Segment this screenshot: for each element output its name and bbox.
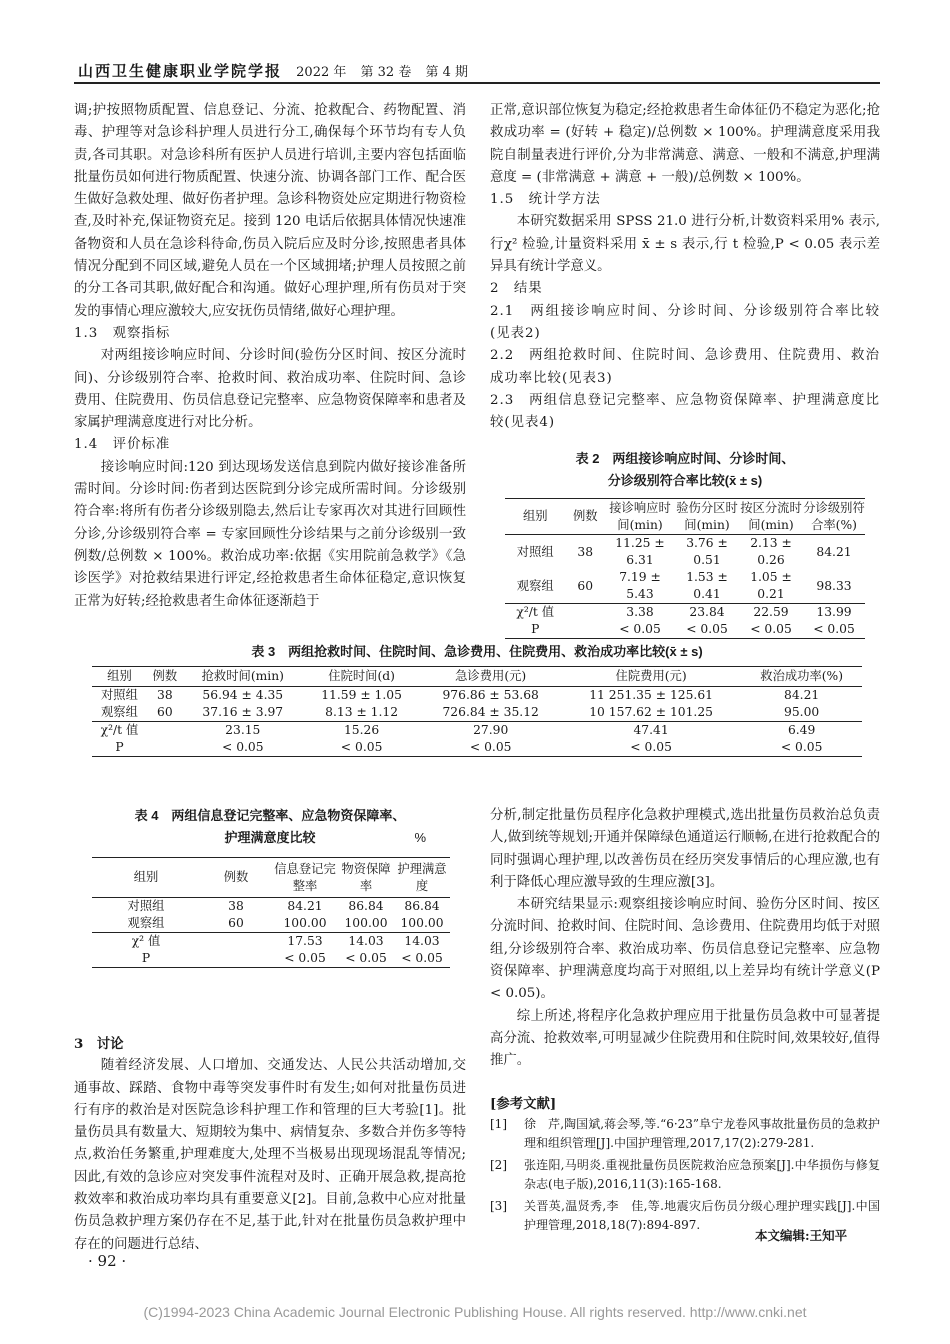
table-header: 救治成功率(%) <box>760 669 844 683</box>
journal-volume: 第 32 卷 <box>360 65 412 80</box>
section-heading: 3 讨论 <box>74 1036 124 1052</box>
table-row <box>92 687 862 705</box>
paragraph: 本研究数据采用 SPSS 21.0 进行分析,计数资料采用% 表示,行χ² 检验,计量资料采用 x̄ ± s 表示,行 t 检验,P < 0.05 表示差异具有统计学意义。 <box>490 214 880 275</box>
table-header: 护理满意度 <box>397 861 447 893</box>
table-cell <box>200 933 272 951</box>
table-cell: 17.53 <box>287 934 323 948</box>
copyright-footer: (C)1994-2023 China Academic Journal Electronic Publishing House. All rights reserved. http://www.cnki.net <box>143 1304 807 1320</box>
table-header: 接诊响应时间(min) <box>609 500 671 532</box>
paragraph: 综上所述,将程序化急救护理应用于批量伤员急救中可显著提高分流、抢救效率,可明显减少住院费用和住院时间,效果较好,值得推广。 <box>490 1008 880 1069</box>
table-row <box>505 535 865 570</box>
paragraph: 对两组接诊响应时间、分诊时间(验伤分区时间、按区分流时间)、分诊级别符合率、抢救时间、救治成功率、住院时间、急诊费用、住院费用、伤员信息登记完整率、应急物资保障率和患者及家属护理满意度进行对比分析。 <box>74 348 466 431</box>
table-cell: < 0.05 <box>469 740 512 754</box>
table-cell: 3.38 <box>626 605 654 619</box>
table-cell: 10 157.62 ± 101.25 <box>589 705 713 719</box>
table-cell: 38 <box>157 688 173 702</box>
table-cell: < 0.05 <box>345 951 387 965</box>
paragraph: 接诊响应时间:120 到达现场发送信息到院内做好接诊准备所需时间。分诊时间:伤者到达医院到分诊完成所需时间。分诊级别符合率:将所有伤者分诊级别隐去,然后让专家再次对其进行回顾性分诊,分诊级别符合率 = 专家回顾性分诊结果与之前分诊级别一致例数/总例数 × 100%。救治成功率:依据《实用院前急救学》《急诊医学》对抢救结果进行评定,经抢救患者生命体征稳定,意识恢复正常为好转;经抢救患者生命体征逐渐趋于 <box>74 459 466 609</box>
table-cell: 84.21 <box>816 544 852 559</box>
table-cell: 38 <box>228 899 244 913</box>
table-header: 验伤分区时间(min) <box>676 500 738 532</box>
table-cell <box>147 739 183 757</box>
table-cell: 对照组 <box>516 544 554 559</box>
table-cell: 84.21 <box>784 688 820 702</box>
table-cell: 3.76 ± 0.51 <box>686 536 728 567</box>
table3-caption: 表 3 两组抢救时间、住院时间、急诊费用、住院费用、救治成功率比较(x̄ ± s) <box>251 644 703 659</box>
table-header: 住院费用(元) <box>615 669 687 683</box>
table-cell: < 0.05 <box>630 740 672 754</box>
section-heading: 1.5 统计学方法 <box>490 192 601 208</box>
table-cell: < 0.05 <box>750 622 792 636</box>
right-column-top <box>490 100 880 434</box>
table-cell: < 0.05 <box>813 622 855 636</box>
table2-caption-line2: 分诊级别符合率比较(x̄ ± s) <box>607 473 763 488</box>
table-header: 组别 <box>107 669 132 683</box>
table-row <box>92 722 862 740</box>
table-header: 例数 <box>572 509 598 523</box>
header-rule <box>74 82 880 84</box>
table-cell: 47.41 <box>633 723 669 737</box>
paragraph: 分析,制定批量伤员程序化急救护理模式,选出批量伤员救治总负责人,做到统等规划;开通并保障绿色通道运行顺畅,在进行抢救配合的同时强调心理护理,以改善伤员在经历突发事情后的心理应激,也有利于降低心理应激导致的生理应激[3]。 <box>490 808 880 890</box>
table-cell: 23.84 <box>689 605 725 619</box>
table-header: 组别 <box>522 509 548 523</box>
table-cell: 11.59 ± 1.05 <box>321 688 402 702</box>
reference-number: [2] <box>490 1157 507 1172</box>
table2 <box>505 498 865 639</box>
table-cell: 1.05 ± 0.21 <box>750 570 792 601</box>
reference-list <box>490 1115 880 1236</box>
table-cell: < 0.05 <box>221 740 264 754</box>
right-column-bottom <box>490 805 880 1238</box>
editor-note: 本文编辑:王知平 <box>755 1228 848 1243</box>
table-cell: 60 <box>577 578 594 593</box>
table-row <box>92 898 450 916</box>
paragraph: 随着经济发展、人口增加、交通发达、人民公共活动增加,交通事故、踩踏、食物中毒等突发事件时有发生;如何对批量伤员进行有序的救治是对医院急诊科护理工作和管理的巨大考验[1]。批量伤员具有数量大、短期较为集中、病情复杂、多数合并伤多等特点,救治任务繁重,护理难度大,处理不当极易出现现场混乱等情况;因此,有效的急诊应对突发事件流程对及时、正确开展急救,提高抢救效率和救治成功率均具有重要意义[2]。目前,急救中心应对批量伤员急救护理方案仍存在不足,基于此,针对在批量伤员急救护理中存在的问题进行总结、 <box>74 1058 466 1252</box>
table-cell: 14.03 <box>404 934 440 948</box>
table-cell: 60 <box>157 705 173 719</box>
table-cell: P <box>115 740 124 754</box>
table-cell: 100.00 <box>344 916 388 930</box>
paragraph: 本研究结果显示:观察组接诊响应时间、验伤分区时间、按区分流时间、抢救时间、住院时间、急诊费用、住院费用均低于对照组,分诊级别符合率、救治成功率、伤员信息登记完整率、应急物资保障率、护理满意度均高于对照组,以上差异均有统计学意义(P < 0.05)。 <box>490 897 880 1002</box>
section-heading: 1.3 观察指标 <box>74 325 171 341</box>
table-cell: 1.53 ± 0.41 <box>686 570 728 601</box>
table-header: 信息登记完整率 <box>274 861 336 893</box>
table3 <box>92 666 862 757</box>
table4-caption-line2: 护理满意度比较 <box>224 830 316 845</box>
table-cell: 观察组 <box>101 705 138 719</box>
table-header: 抢救时间(min) <box>201 669 284 683</box>
table-header: 分诊级别符合率(%) <box>803 500 865 532</box>
table-cell: < 0.05 <box>619 622 661 636</box>
table-header: 例数 <box>152 669 178 683</box>
table-cell <box>565 621 605 639</box>
table-cell: 对照组 <box>127 899 165 913</box>
reference-item <box>490 1156 880 1195</box>
table-cell: 11 251.35 ± 125.61 <box>589 688 713 702</box>
table-cell: 13.99 <box>816 605 852 619</box>
table-row <box>92 739 862 757</box>
table-cell: 98.33 <box>816 578 852 593</box>
table-cell <box>200 950 272 968</box>
reference-text: 张连阳,马明炎.重视批量伤员医院救治应急预案[J].中华损伤与修复杂志(电子版),2016,11(3):165-168. <box>524 1157 880 1192</box>
reference-number: [3] <box>490 1198 507 1213</box>
table-cell: 23.15 <box>225 723 261 737</box>
table-cell: 37.16 ± 3.97 <box>202 705 284 719</box>
table-cell <box>565 604 605 622</box>
table-cell: 27.90 <box>473 723 509 737</box>
table-cell: χ²/t 值 <box>516 605 555 619</box>
table4-caption <box>74 805 466 849</box>
table-cell: 84.21 <box>287 899 323 913</box>
table-cell: P <box>141 951 151 965</box>
table-cell: 86.84 <box>404 899 440 913</box>
reference-text: 徐 芹,陶国斌,蒋会琴,等.“6·23”阜宁龙卷风事故批量伤员的急救护理和组织管理[J].中国护理管理,2017,17(2):279-281. <box>524 1116 880 1151</box>
table-cell: 976.86 ± 53.68 <box>442 688 539 702</box>
running-header <box>78 60 878 81</box>
reference-text: 关晋英,温贤秀,李 佳,等.地震灾后伤员分级心理护理实践[J].中国护理管理,2018,18(7):894-897. <box>524 1198 880 1233</box>
table-header: 例数 <box>223 870 249 884</box>
page-number: · 92 · <box>88 1252 127 1270</box>
journal-name: 山西卫生健康职业学院学报 <box>78 62 283 80</box>
table-cell: 观察组 <box>516 578 554 593</box>
table-cell: 86.84 <box>348 899 384 913</box>
left-column-top <box>74 100 466 613</box>
section-heading: 2.1 两组接诊响应时间、分诊时间、分诊级别符合率比较(见表2) <box>490 303 880 341</box>
table-row <box>505 569 865 604</box>
table-header: 急诊费用(元) <box>455 669 527 683</box>
table-header: 按区分流时间(min) <box>740 500 802 532</box>
table-cell: χ² 值 <box>131 934 161 948</box>
table-cell: 6.49 <box>787 723 816 737</box>
table-cell: 14.03 <box>348 934 384 948</box>
table-cell: < 0.05 <box>780 740 823 754</box>
reference-item <box>490 1115 880 1154</box>
table-row <box>92 933 450 951</box>
table4-unit: % <box>414 830 426 845</box>
table-cell: 22.59 <box>753 605 789 619</box>
table-cell: < 0.05 <box>284 951 326 965</box>
table4 <box>92 857 450 968</box>
table-cell: P <box>531 622 540 636</box>
table-row <box>92 915 450 933</box>
paragraph: 调;护按照物质配置、信息登记、分流、抢救配合、药物配置、消毒、护理等对急诊科护理人员进行分工,确保每个环节均有专人负责,各司其职。对急诊科所有医护人员进行培训,主要内容包括面临批量伤员如何进行物质配置、快速分流、协调各部门工作、配合医生做好急救处理、做好伤者护理。急诊科物资处应定期进行物资检查,及时补充,保证物资充足。接到 120 电话后依据具体情况快速准备物资和人员在急诊科待命,伤员入院后应及时分诊,按照患者具体情况分配到不同区域,避免人员在一个区域拥堵;护理人员按照之前的分工各司其职,做好配合和沟通。做好心理护理,所有伤员对于突发的事情心理应激较大,应安抚伤员情绪,做好心理护理。 <box>74 103 466 319</box>
table-cell: < 0.05 <box>401 951 443 965</box>
paragraph: 正常,意识部位恢复为稳定;经抢救患者生命体征仍不稳定为恶化;抢救成功率 = (好转 + 稳定)/总例数 × 100%。护理满意度采用我院自制量表进行评价,分为非常满意、满意、一般和不满意,护理满意度 = (非常满意 + 满意 + 一般)/总例数 × 100%。 <box>490 103 880 185</box>
table-cell: 15.26 <box>343 723 380 737</box>
section-heading: 2.2 两组抢救时间、住院时间、急诊费用、住院费用、救治成功率比较(见表3) <box>490 348 880 386</box>
table-header: 住院时间(d) <box>328 669 395 683</box>
reference-number: [1] <box>490 1116 507 1131</box>
section-heading: 1.4 评价标准 <box>74 437 171 453</box>
section-heading: 2.3 两组信息登记完整率、应急物资保障率、护理满意度比较(见表4) <box>490 392 880 431</box>
table-cell: 观察组 <box>127 916 165 930</box>
table2-caption-line1: 表 2 两组接诊响应时间、分诊时间、 <box>575 451 795 466</box>
table-cell: < 0.05 <box>686 622 728 636</box>
table-cell: 8.13 ± 1.12 <box>325 705 399 719</box>
table4-caption-line1: 表 4 两组信息登记完整率、应急物资保障率、 <box>134 808 406 823</box>
table-cell: 726.84 ± 35.12 <box>442 705 539 719</box>
journal-issue: 第 4 期 <box>425 65 469 80</box>
table-cell: 11.25 ± 6.31 <box>615 536 665 567</box>
table-row <box>92 704 862 722</box>
table-cell: 56.94 ± 4.35 <box>202 688 284 702</box>
table-cell: 100.00 <box>400 916 444 930</box>
table-header: 物资保障率 <box>341 861 391 893</box>
table-cell: χ²/t 值 <box>100 723 139 737</box>
table-cell: < 0.05 <box>340 740 383 754</box>
table-cell: 100.00 <box>283 916 327 930</box>
references-title: [参考文献] <box>490 1095 557 1112</box>
table-header: 组别 <box>133 870 159 884</box>
table-cell: 7.19 ± 5.43 <box>619 570 661 601</box>
table-row <box>505 621 865 639</box>
table-cell: 2.13 ± 0.26 <box>750 536 792 567</box>
table2-caption <box>490 448 880 492</box>
table-cell: 对照组 <box>101 688 138 702</box>
left-column-bottom <box>74 1033 466 1256</box>
table-row <box>92 950 450 968</box>
table-cell: 38 <box>577 544 594 559</box>
table-cell: 95.00 <box>784 705 820 719</box>
section-heading: 2 结果 <box>490 281 543 297</box>
table-cell <box>147 722 183 740</box>
journal-year: 2022 年 <box>296 65 347 80</box>
table-row <box>505 604 865 622</box>
table-cell: 60 <box>228 916 244 930</box>
